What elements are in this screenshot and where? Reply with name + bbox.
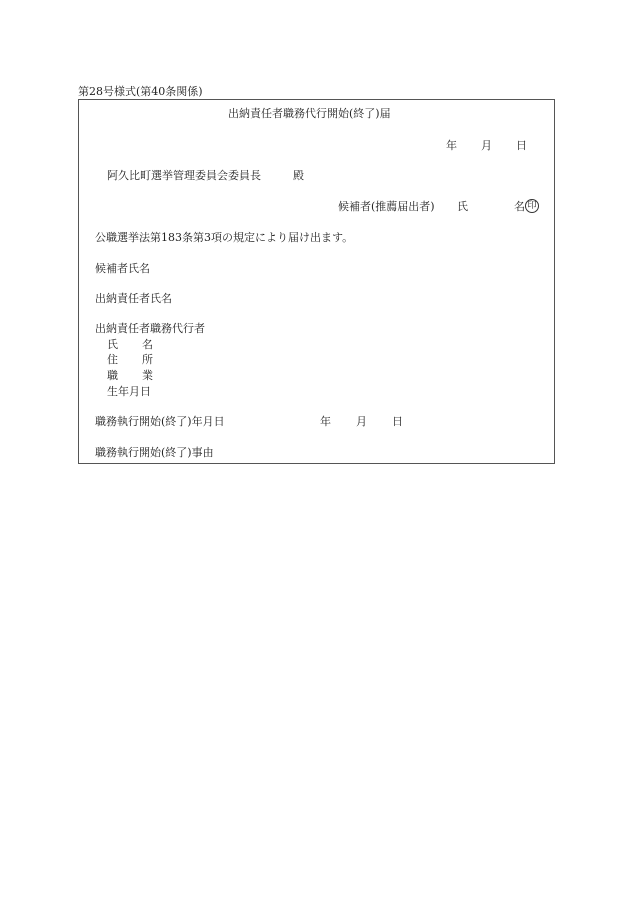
date-month-label: 月: [481, 139, 492, 152]
form-frame: [78, 99, 555, 464]
addressee-honorific: 殿: [293, 169, 304, 182]
period-day-label: 日: [392, 415, 403, 428]
candidate-name-label: 候補者氏名: [95, 262, 150, 275]
deputy-name-label-a: 氏: [107, 338, 118, 351]
signatory-label: 候補者(推薦届出者): [338, 200, 435, 213]
deputy-job-label-b: 業: [142, 369, 153, 382]
deputy-birthdate-label: 生年月日: [107, 385, 151, 398]
signatory-mei: 名: [514, 200, 525, 213]
form-number: 第28号様式(第40条関係): [78, 85, 203, 98]
deputy-job-label-a: 職: [107, 369, 118, 382]
seal-mark-icon: 印: [525, 199, 539, 213]
date-day-label: 日: [516, 139, 527, 152]
period-year-label: 年: [320, 415, 331, 428]
period-label: 職務執行開始(終了)年月日: [95, 415, 225, 428]
period-month-label: 月: [356, 415, 367, 428]
deputy-heading: 出納責任者職務代行者: [95, 322, 205, 335]
date-year-label: 年: [446, 139, 457, 152]
addressee-name: 阿久比町選挙管理委員会委員長: [107, 169, 261, 182]
treasurer-name-label: 出納責任者氏名: [95, 292, 172, 305]
statement-text: 公職選挙法第183条第3項の規定により届け出ます。: [95, 231, 354, 244]
deputy-name-label-b: 名: [142, 338, 153, 351]
signatory-shi: 氏: [457, 200, 468, 213]
form-title: 出納責任者職務代行開始(終了)届: [228, 107, 391, 120]
deputy-address-label-a: 住: [107, 353, 118, 366]
reason-label: 職務執行開始(終了)事由: [95, 446, 214, 459]
deputy-address-label-b: 所: [142, 353, 153, 366]
